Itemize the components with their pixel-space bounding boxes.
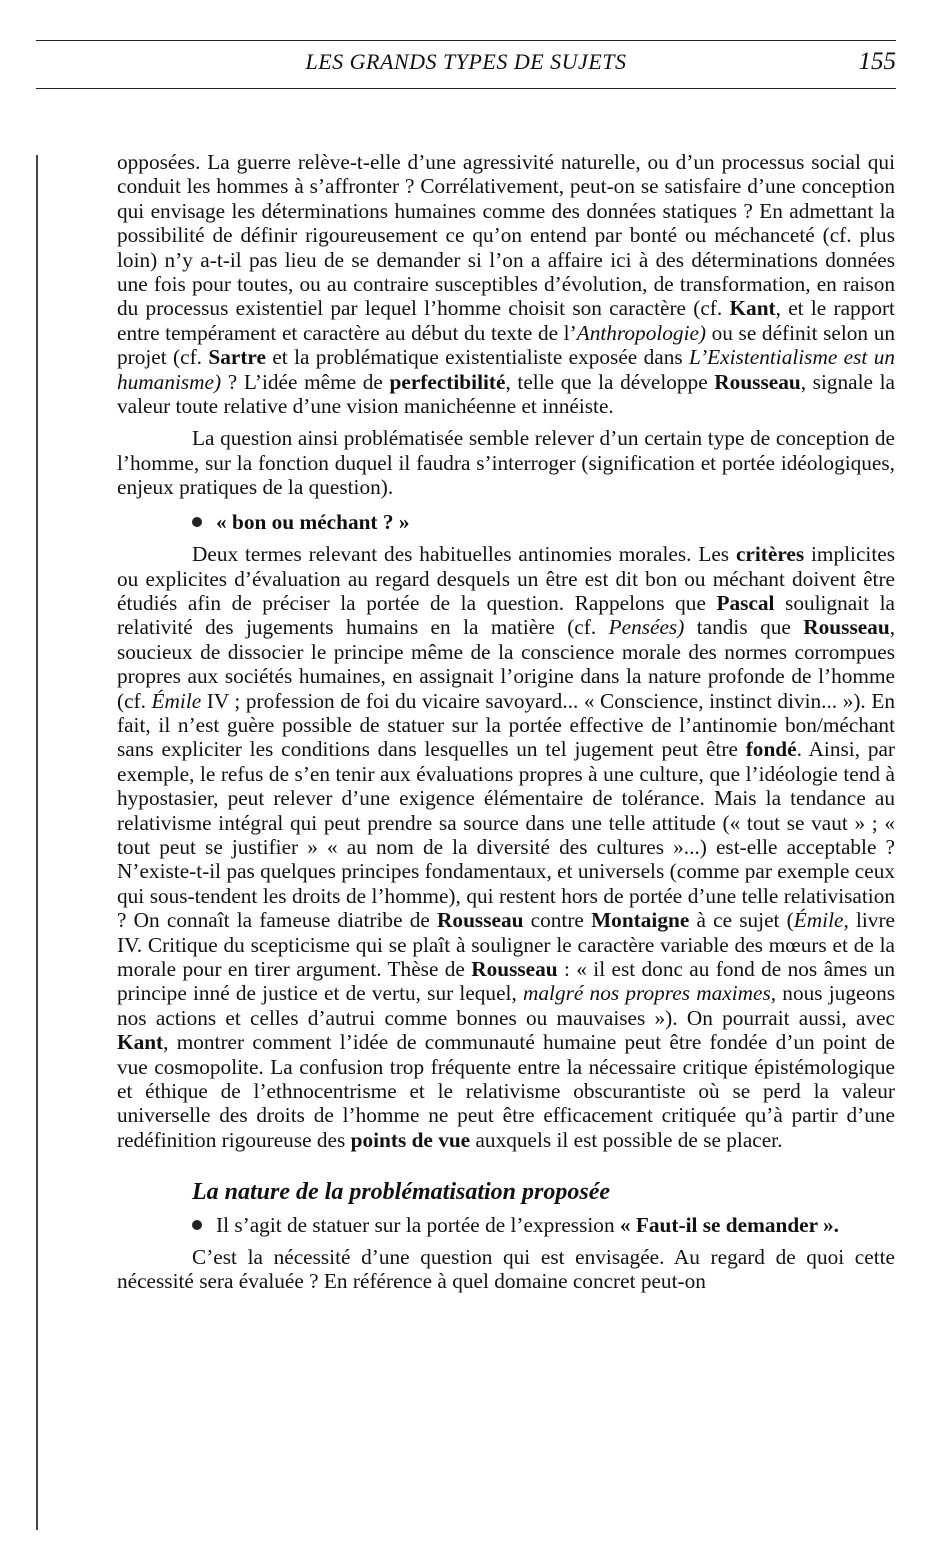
bold-term: Kant bbox=[117, 1030, 164, 1055]
text-run: Deux termes relevant des habituelles antinomies morales. Les bbox=[192, 542, 736, 567]
paragraph bbox=[117, 1213, 895, 1237]
text-run: , et le rapport entre tempérament et caractère au début du texte de l’ bbox=[117, 296, 895, 345]
text-run: contre bbox=[523, 908, 592, 933]
paragraph bbox=[117, 150, 895, 418]
paragraph bbox=[117, 542, 895, 1152]
text-run: livre IV. Critique du scepticisme qui se plaît à souligner le caractère variable des mœurs et de la morale pour en tirer argument. Thèse de bbox=[117, 908, 895, 981]
bold-term: « Faut-il se demander ». bbox=[619, 1212, 839, 1237]
text-run: ? L’idée même de bbox=[221, 369, 390, 394]
bold-term: critères bbox=[735, 542, 805, 567]
paragraph-group-3 bbox=[117, 1213, 895, 1294]
paragraph bbox=[117, 1245, 895, 1294]
italic-title: Émile, bbox=[793, 908, 849, 933]
italic-title: malgré nos propres maximes, bbox=[523, 981, 777, 1006]
italic-title: L’Existentialisme est un humanisme) bbox=[117, 345, 895, 394]
bold-term: Rousseau bbox=[803, 615, 890, 640]
text-run: ou se définit selon un projet (cf. bbox=[117, 320, 895, 370]
running-title: LES GRANDS TYPES DE SUJETS bbox=[305, 49, 627, 74]
bold-term: Pascal bbox=[716, 590, 775, 615]
text-run: : « il est donc au fond de nos âmes un principe inné de justice et de vertu, sur lequel, bbox=[117, 957, 895, 1006]
text-run: , montrer comment l’idée de communauté humaine peut être fondée d’un point de vue cosmopolite. La confusion trop fréquente entre la nécessaire critique épistémologique et éthique de l’ethnocentrisme et le relativisme obscurantiste où se perd la valeur universelle des droits de l’homme ne peut être efficacement critiquée qu’à partir d’une redéfinition rigoureuse des bbox=[117, 1030, 895, 1152]
bold-term: Rousseau bbox=[437, 908, 524, 933]
text-run: . Ainsi, par exemple, le refus de s’en tenir aux évaluations propres à une culture, que l’idéologie tend à hypostasier, peut relever d’une exigence élémentaire de tolérance. Mais la tendance au relativisme intégral qui peut prendre sa source dans une telle attitude (« tout se vaut » ; « tout peut se justifier » « au nom de la diversité des cultures »...) est-elle acceptable ? N’existe-t-il pas quelques principes fondamentaux, et universels (comme par exemple ceux qui sous-tendent les droits de l’homme), qui restent hors de portée d’une telle relativisation ? On connaît la fameuse diatribe de bbox=[117, 737, 896, 933]
header-bottom-rule bbox=[36, 88, 896, 89]
text-run: tandis que bbox=[684, 615, 804, 640]
header-top-rule bbox=[36, 40, 896, 41]
paragraph-group-2 bbox=[117, 542, 895, 1152]
italic-title: Émile bbox=[151, 688, 202, 713]
bold-term: Montaigne bbox=[591, 908, 690, 933]
section-title: La nature de la problématisation proposée bbox=[192, 1179, 611, 1206]
text-run: , signale la valeur toute relative d’une vision manichéenne et innéiste. bbox=[117, 369, 896, 419]
bold-term: Rousseau bbox=[471, 957, 558, 981]
bold-term: perfectibilité bbox=[389, 369, 506, 394]
italic-title: Anthropologie) bbox=[576, 320, 707, 345]
text-run: La question ainsi problématisée semble relever d’un certain type de conception de l’homme, sur la fonction duquel il faudra s’interroger (signification et portée idéologiques, enjeux pratiques de la question). bbox=[117, 426, 895, 500]
bold-term: fondé bbox=[745, 737, 797, 762]
margin-bar bbox=[36, 155, 38, 1530]
text-run: nous jugeons nos actions et celles d’autrui comme bonnes ou mauvaises »). On pourrait aussi, avec bbox=[117, 981, 896, 1030]
page-body bbox=[117, 150, 895, 1294]
text-run: et la problématique existentialiste exposée dans bbox=[265, 345, 690, 370]
text-run: à ce sujet ( bbox=[689, 908, 794, 933]
text-run: , telle que la développe bbox=[505, 369, 715, 394]
italic-title: Pensées) bbox=[608, 615, 685, 640]
paragraph-group-1 bbox=[117, 150, 895, 500]
bold-term: Rousseau bbox=[714, 369, 801, 394]
text-run: , soucieux de dissocier le principe même de la conscience morale des normes corrompues propres aux sociétés humaines, en assignait l’origine dans la nature profonde de l’homme (cf. bbox=[117, 615, 896, 713]
bullet-heading-text: « bon ou méchant ? » bbox=[216, 509, 410, 534]
text-run: implicites ou explicites d’évaluation au regard desquels un être est dit bon ou méchant doivent être étudiés afin de préciser la portée de la question. Rappelons que bbox=[117, 542, 895, 615]
bold-term: points de vue bbox=[350, 1127, 471, 1152]
bold-term: Kant bbox=[729, 296, 776, 321]
bullet-icon bbox=[192, 1220, 202, 1230]
text-run: auxquels il est possible de se placer. bbox=[470, 1127, 783, 1152]
text-run: IV ; profession de foi du vicaire savoyard... « Conscience, instinct divin... »). En fait, il n’est guère possible de statuer sur la portée effective de l’antinomie bon/méchant sans expliciter les conditions dans lesquelles un tel jugement peut être bbox=[117, 688, 895, 762]
page-number: 155 bbox=[858, 48, 896, 75]
text-run: opposées. La guerre relève-t-elle d’une agressivité naturelle, ou d’un processus social qui conduit les hommes à s’affronter ? Corrélativement, peut-on se satisfaire d’une conception qui envisage les déterminations humaines comme des données statiques ? En admettant la possibilité de définir rigoureusement ce qu’on entend par bonté ou méchanceté (cf. plus loin) n’y a-t-il pas lieu de se demander si l’on a affaire ici à des déterminations données une fois pour toutes, ou au contraire susceptibles d’évolution, de transformation, en raison du processus existentiel par lequel l’homme choisit son caractère (cf. bbox=[117, 150, 895, 321]
paragraph bbox=[117, 426, 895, 499]
text-run: Il s’agit de statuer sur la portée de l’expression bbox=[216, 1212, 620, 1237]
text-run: C’est la nécessité d’une question qui est envisagée. Au regard de quoi cette nécessité sera évaluée ? En référence à quel domaine concret peut-on bbox=[117, 1245, 895, 1294]
text-run: soulignait la relativité des jugements humains en la matière (cf. bbox=[117, 590, 895, 640]
bullet-heading bbox=[192, 510, 895, 534]
bullet-icon bbox=[192, 517, 202, 527]
bold-term: Sartre bbox=[208, 345, 266, 370]
